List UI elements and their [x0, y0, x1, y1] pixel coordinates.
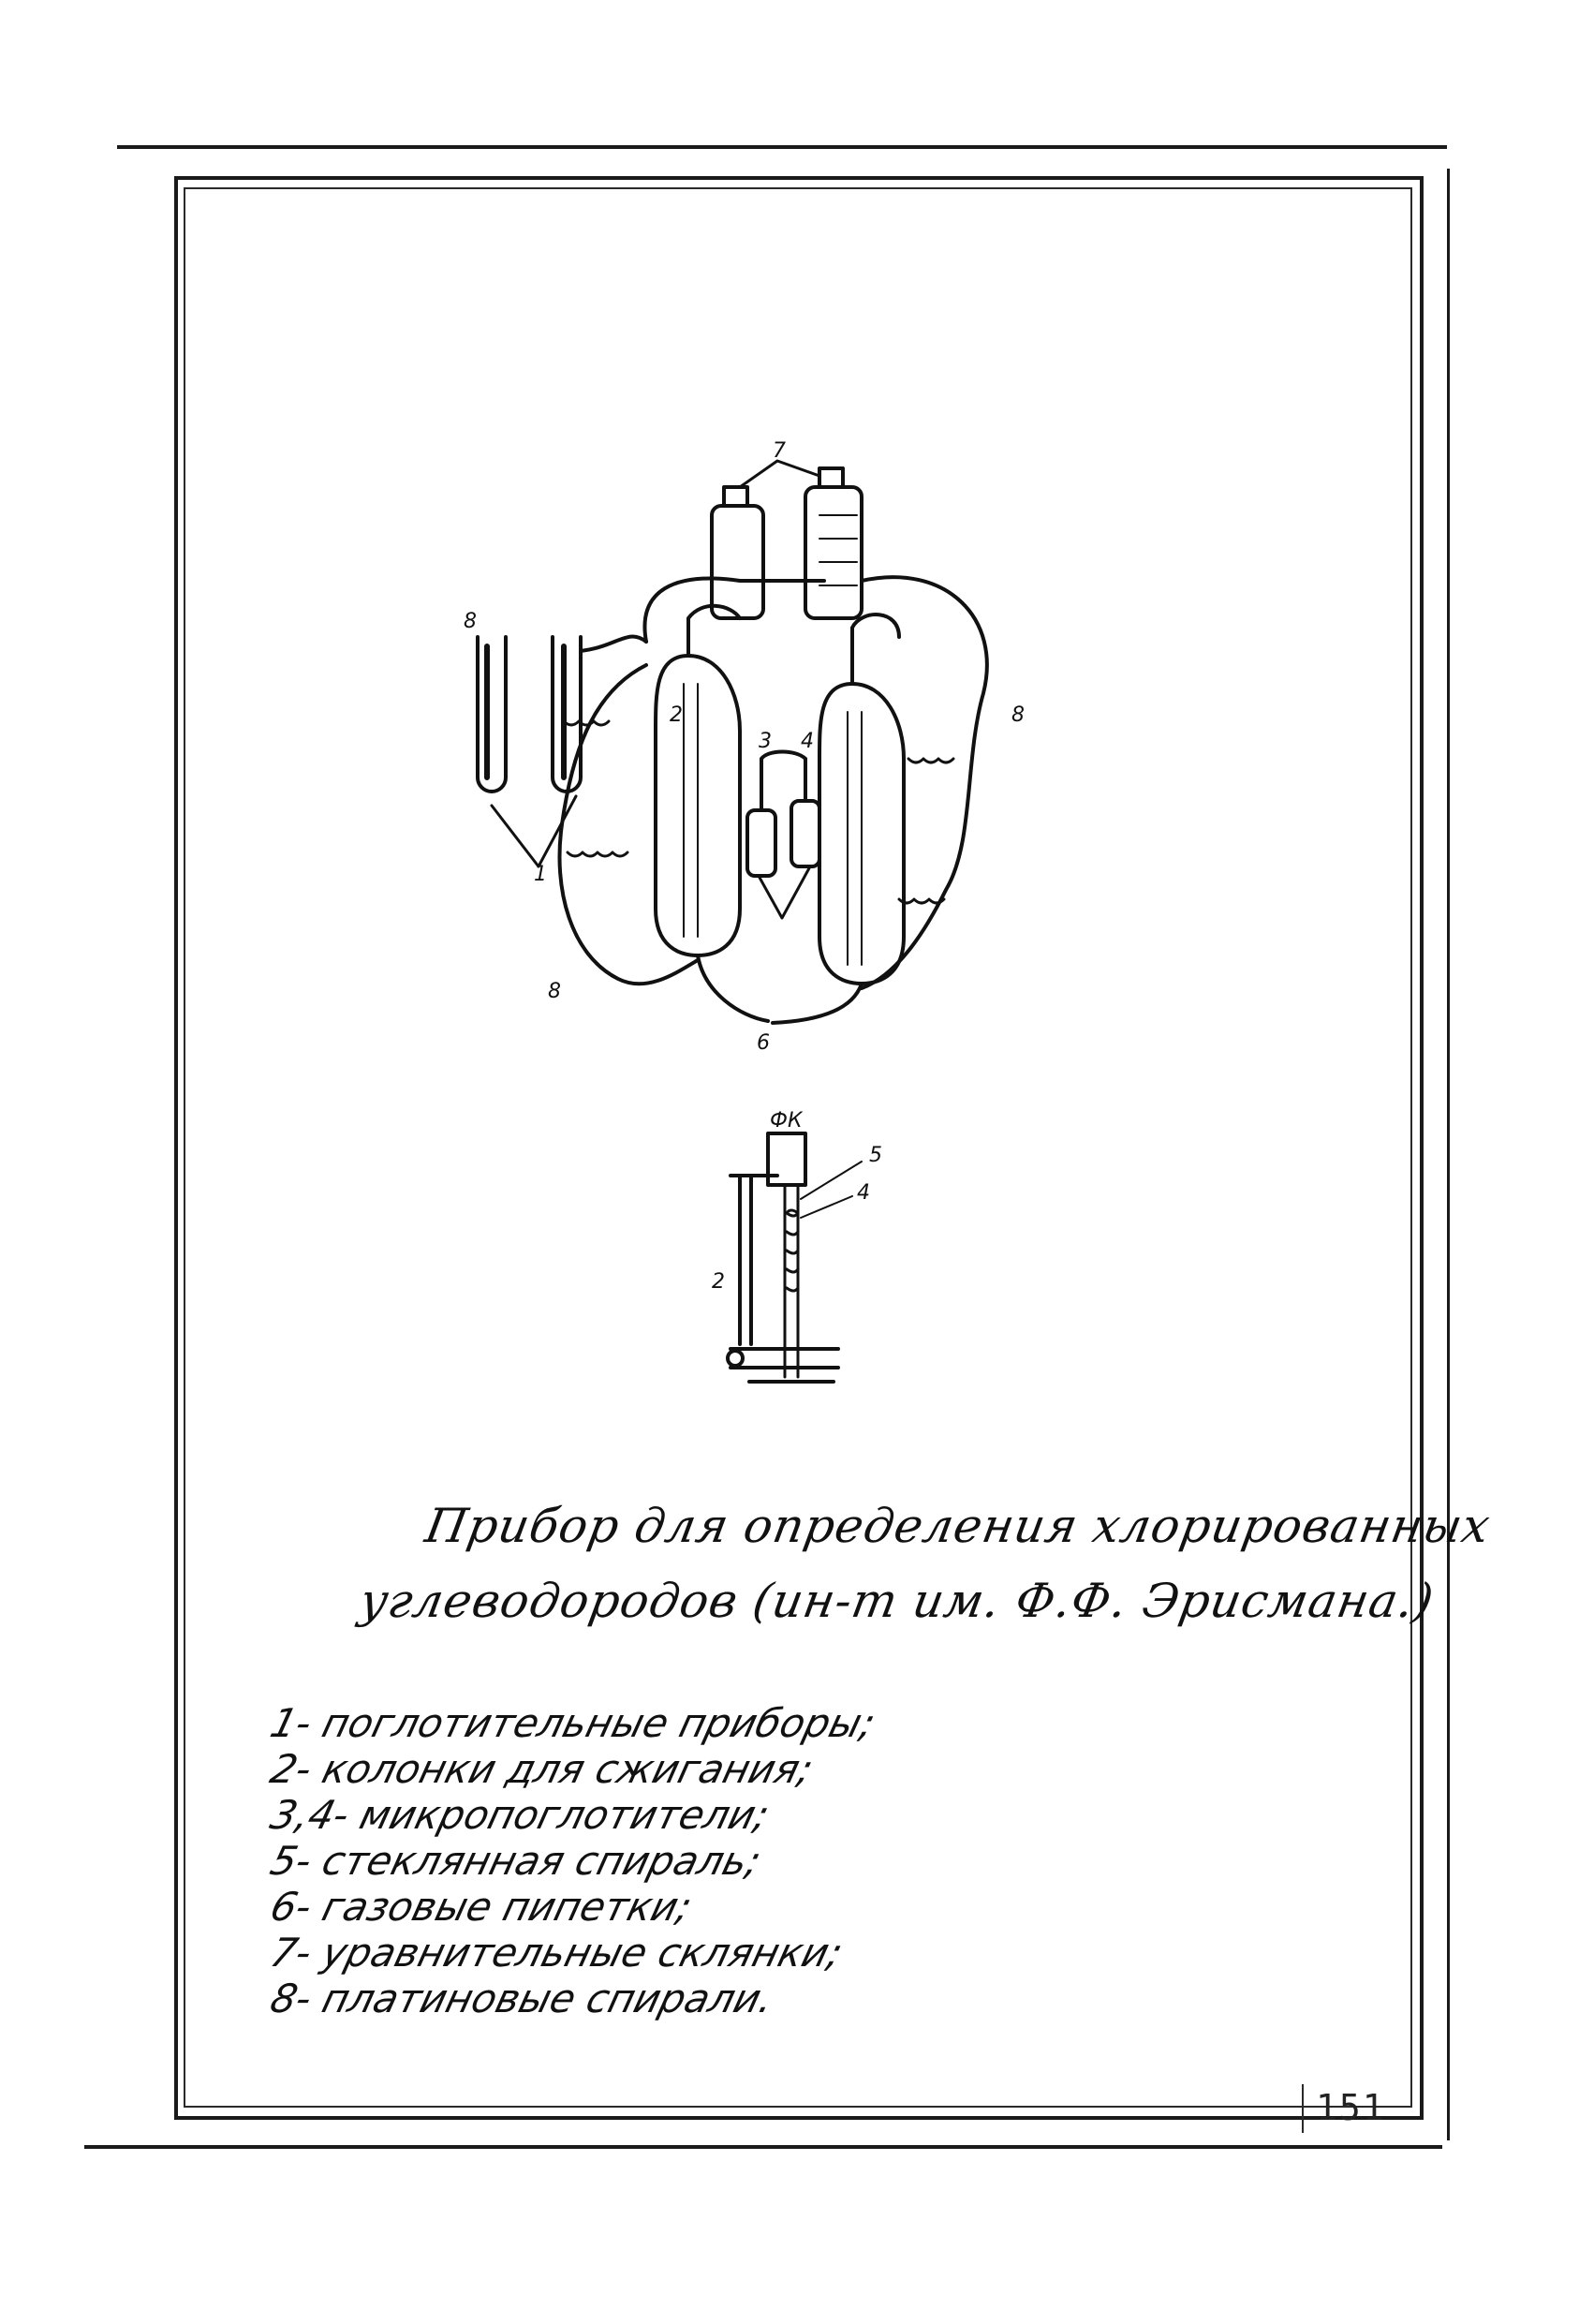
leveling-bottle-right [805, 487, 862, 618]
figure-label-4: 4 [801, 730, 814, 753]
figure-label-8-left: 8 [464, 610, 477, 633]
figure-label-8-bottom: 8 [548, 980, 561, 1003]
legend-item: 7- уравнительные склянки; [265, 1930, 848, 1976]
detail-label-fk: ФК [770, 1109, 803, 1132]
figure-label-3: 3 [759, 730, 772, 753]
caption-line-1: Прибор для определения хлорированных [421, 1499, 1495, 1553]
apparatus-drawing [459, 439, 1025, 1068]
page-number: 151 [1316, 2087, 1386, 2128]
legend-item: 3,4- микропоглотители; [265, 1792, 775, 1838]
leveling-bottle-left [712, 506, 763, 618]
absorption-tube-1 [478, 637, 506, 792]
bottom-rule [84, 2145, 1442, 2149]
figure-label-2: 2 [670, 703, 683, 727]
detail-label-5: 5 [869, 1144, 882, 1167]
micro-absorber-4 [791, 801, 819, 866]
legend-item: 6- газовые пипетки; [265, 1884, 697, 1930]
platinum-spiral-left [564, 721, 609, 725]
glass-spiral [787, 1210, 798, 1291]
legend-item: 5- стеклянная спираль; [265, 1838, 766, 1884]
figure-label-7: 7 [773, 439, 786, 463]
detail-label-4: 4 [857, 1181, 870, 1205]
detail-drawing [712, 1110, 899, 1419]
caption-line-2: углеводородов (ин-т им. Ф.Ф. Эрисмана.) [355, 1574, 1439, 1628]
detail-label-2: 2 [712, 1270, 725, 1294]
figure-label-1: 1 [534, 863, 547, 886]
micro-absorber-3 [747, 810, 775, 876]
legend-list [265, 1700, 880, 2021]
legend-item: 8- платиновые спирали. [265, 1976, 779, 2021]
figure-label-8-right: 8 [1011, 703, 1025, 727]
figure-label-6: 6 [757, 1031, 770, 1055]
top-rule [117, 145, 1447, 149]
platinum-spiral-right [908, 759, 953, 762]
legend-item: 1- поглотительные приборы; [265, 1700, 880, 1746]
legend-item: 2- колонки для сжигания; [265, 1746, 819, 1792]
right-edge-rule [1447, 169, 1450, 2140]
